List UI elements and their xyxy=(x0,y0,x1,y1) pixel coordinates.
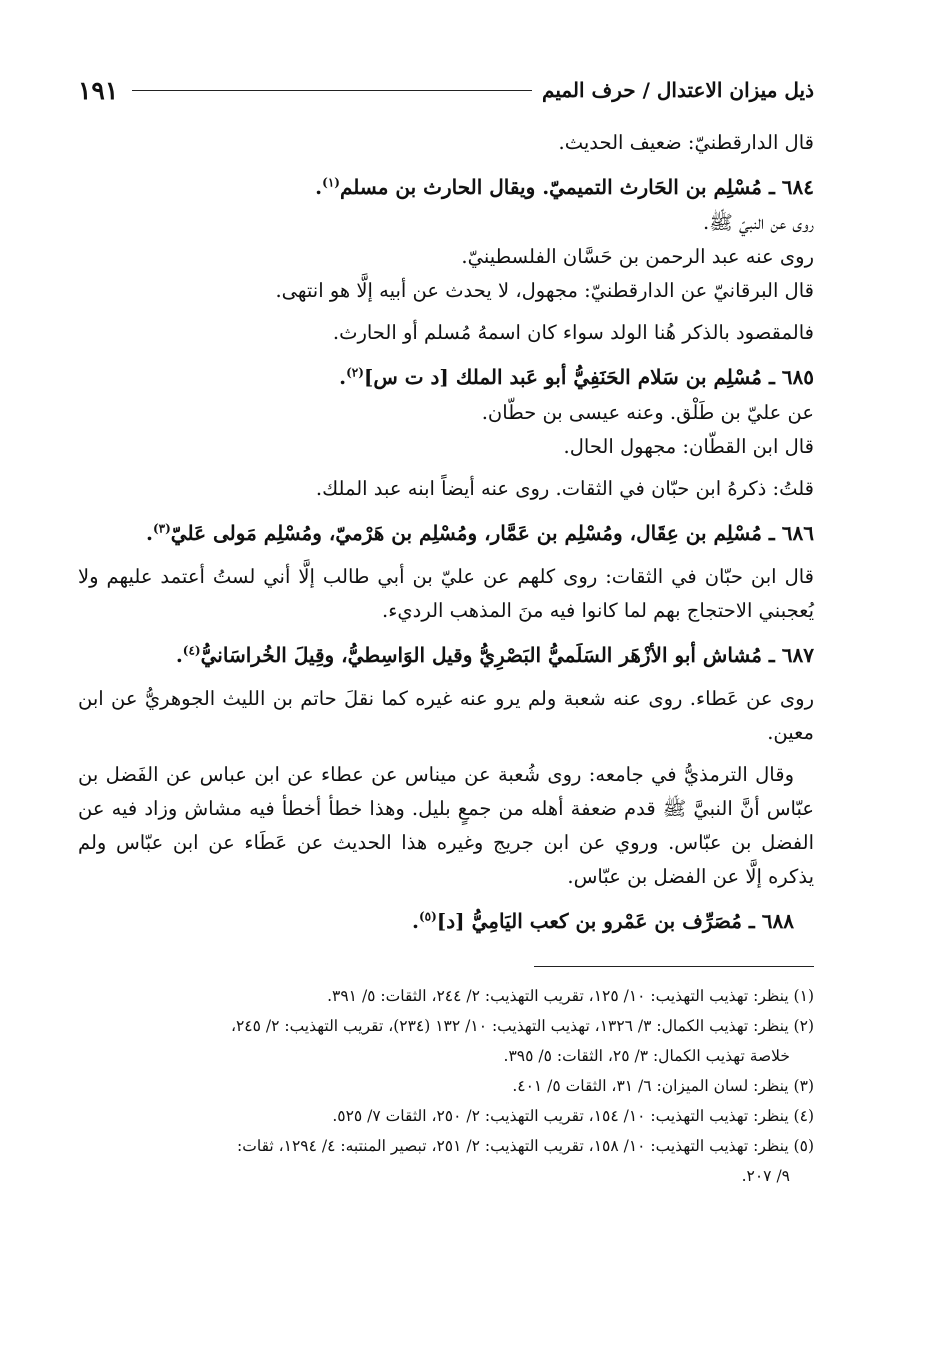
text-line: قال البرقانيّ عن الدارقطنيّ: مجهول، لا يحدث عن أبيه إلَّا هو انتهى. xyxy=(275,279,814,302)
entry-686-heading: ٦٨٦ ـ مُسْلِم بن عِقَال، ومُسْلِم بن عَمَّار، ومُسْلِم بن هَرْميّ، ومُسْلِم مَولى عَليّ$^{(٣)}$. xyxy=(146,521,814,545)
entry-685-heading: ٦٨٥ ـ مُسْلِم بن سَلام الحَنَفِيُّ أبو عَبد الملك [د ت س]$^{(٢)}$. xyxy=(339,365,814,389)
footnote-ref: (٢) xyxy=(346,365,364,380)
footnote-continuation: ٩/ ٢٠٧. xyxy=(741,1167,790,1185)
text-line: قال الدارقطنيّ: ضعيف الحديث. xyxy=(558,131,814,154)
footnote: (٤) ينظر: تهذيب التهذيب: ١٠/ ١٥٤، تقريب التهذيب: ٢/ ٢٥٠، الثقات ٧/ ٥٢٥. xyxy=(332,1107,814,1125)
footnote-ref: (٣) xyxy=(152,521,171,536)
paragraph: قال ابن حبّان في الثقات: روى كلهم عن عليّ بن أبي طالب إلَّا أني لستُ أعتمد عليهم ولا يُعجبني الاحتجاج بهم لما كانوا فيه منَ المذهب الرديء. xyxy=(78,565,814,622)
footnote-rule xyxy=(534,966,814,967)
book-page xyxy=(78,68,814,1191)
footnotes xyxy=(78,981,814,1191)
footnote: (٣) ينظر: لسان الميزان: ٦/ ٣١، الثقات ٥/ ٤٠١. xyxy=(512,1077,814,1095)
footnote-ref: (١) xyxy=(322,175,340,190)
footnote: (٢) ينظر: تهذيب الكمال: ٣/ ١٣٢٦، تهذيب التهذيب: ١٠/ ١٣٢ (٢٣٤)، تقريب التهذيب: ٢/ ٢٤٥، xyxy=(230,1017,814,1035)
entry-688-heading: ٦٨٨ ـ مُصَرِّف بن عَمْرو بن كعب اليَامِيُّ [د]$^{(٥)}$. xyxy=(412,909,794,933)
page-body xyxy=(78,126,814,940)
footnote-continuation: خلاصة تهذيب الكمال: ٣/ ٢٥، الثقات: ٥/ ٣٩٥. xyxy=(503,1047,790,1065)
text-line: روى عن النبيّ ﷺ. xyxy=(703,211,814,234)
paragraph: وقال الترمذيُّ في جامعه: روى شُعبة عن ميناس عن عطاء عن ابن عباس عن الفَضل بن عبّاس أنَّ النبيَّ ﷺ قدم ضعفة أهله من جمعٍ بليل. وهذا خطأ أخطأ فيه مشاش وزاد فيه عن الفضل بن عبّاس. وروي عن ابن جريج وغيره هذا الحديث عن عَطَاء عن ابن عبّاس ولم يذكره إلَّا عن الفضل بن عبّاس. xyxy=(78,763,814,888)
entry-684-heading: ٦٨٤ ـ مُسْلِم بن الحَارث التميميّ. ويقال الحارث بن مسلم$^{(١)}$. xyxy=(315,175,814,199)
text-line: روى عنه عبد الرحمن بن حَسَّان الفلسطينيّ. xyxy=(461,245,814,268)
footnote: (١) ينظر: تهذيب التهذيب: ١٠/ ١٢٥، تقريب التهذيب: ٢/ ٢٤٤، الثقات: ٥/ ٣٩١. xyxy=(327,987,814,1005)
page-number: ١٩١ xyxy=(78,75,119,105)
text-line: عن عليّ بن طَلْق. وعنه عيسى بن حطّان. xyxy=(481,401,814,424)
entry-687-heading: ٦٨٧ ـ مُشاش أبو الأزْهَر السَلَميُّ البَصْرِيُّ وقيل الوَاسِطيُّ، وقِيلَ الخُراسَانيُّ$^{(٤)}$. xyxy=(175,643,814,667)
running-header xyxy=(78,68,814,112)
running-title: ذيل ميزان الاعتدال / حرف الميم xyxy=(542,78,814,102)
footnote-ref: (٥) xyxy=(418,909,437,924)
text-line: فالمقصود بالذكر هُنا الولد سواء كان اسمهُ مُسلم أو الحارث. xyxy=(332,321,814,344)
text-line: قلتُ: ذكرهُ ابن حبّان في الثقات. روى عنه أيضاً ابنه عبد الملك. xyxy=(315,477,814,500)
footnote: (٥) ينظر: تهذيب التهذيب: ١٠/ ١٥٨، تقريب التهذيب: ٢/ ٢٥١، تبصير المنتبه: ٤/ ١٢٩٤، ثقات: xyxy=(237,1137,814,1155)
paragraph: روى عن عَطاء. روى عنه شعبة ولم يرو عنه غيره كما نقلَ حاتم بن الليث الجوهريُّ عن ابن معين. xyxy=(78,687,814,744)
header-rule xyxy=(132,90,532,91)
footnote-ref: (٤) xyxy=(182,643,201,658)
text-line: قال ابن القطّان: مجهول الحال. xyxy=(563,435,814,458)
